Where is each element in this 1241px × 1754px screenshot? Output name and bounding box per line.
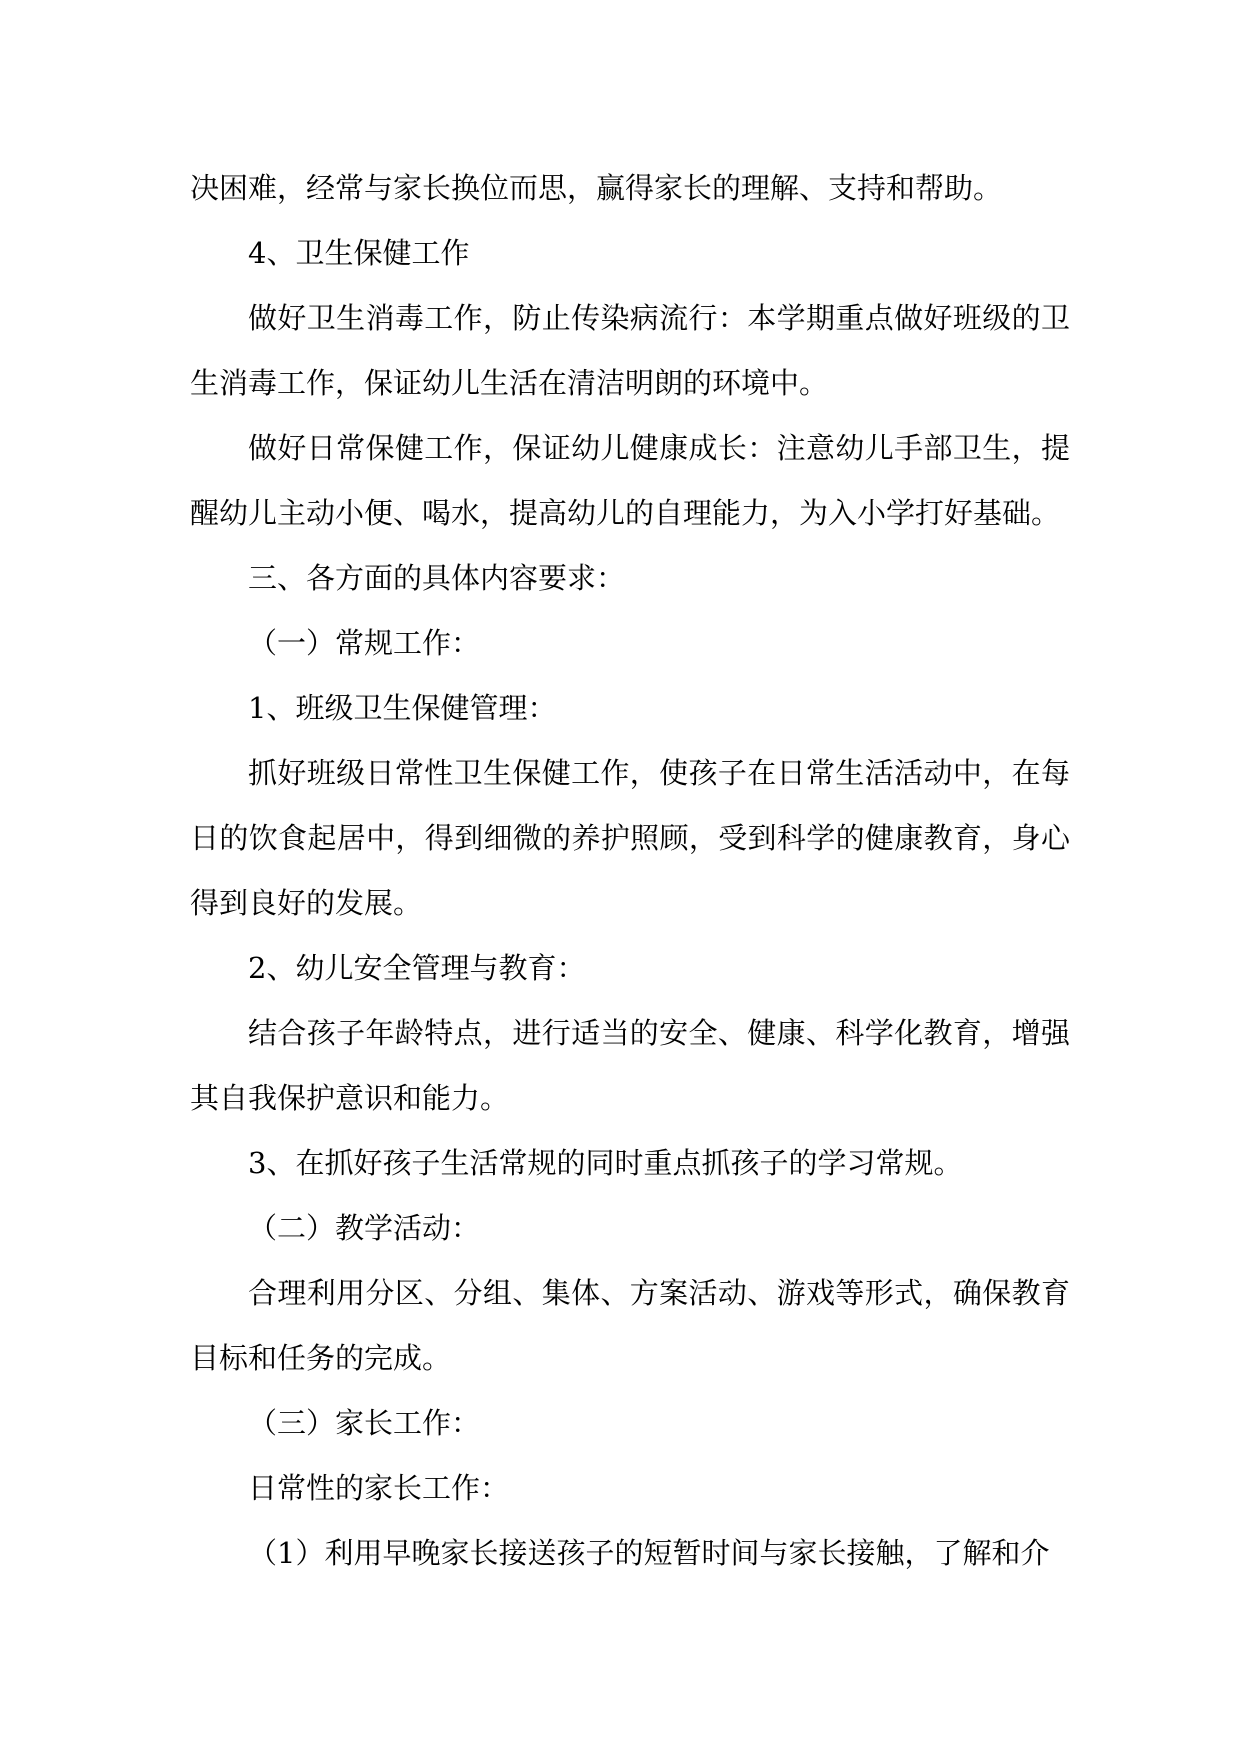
paragraph-safety-education: 结合孩子年龄特点，进行适当的安全、健康、科学化教育，增强其自我保护意识和能力。 bbox=[190, 1016, 1070, 1115]
subheading-routine-work: （一）常规工作： bbox=[248, 626, 481, 660]
subheading-parent-work: （三）家长工作： bbox=[248, 1406, 481, 1440]
section-heading-health-care: 4、卫生保健工作 bbox=[248, 236, 470, 270]
item-safety-management: 2、幼儿安全管理与教育： bbox=[248, 951, 586, 985]
item-class-health-management: 1、班级卫生保健管理： bbox=[248, 691, 557, 725]
paragraph-disinfection: 做好卫生消毒工作，防止传染病流行：本学期重点做好班级的卫生消毒工作，保证幼儿生活在清洁明朗的环境中。 bbox=[190, 301, 1070, 400]
paragraph-class-health: 抓好班级日常性卫生保健工作，使孩子在日常生活活动中，在每日的饮食起居中，得到细微的养护照顾，受到科学的健康教育，身心得到良好的发展。 bbox=[190, 756, 1070, 920]
item-learning-routine: 3、在抓好孩子生活常规的同时重点抓孩子的学习常规。 bbox=[248, 1146, 963, 1180]
section-heading-requirements: 三、各方面的具体内容要求： bbox=[248, 561, 626, 595]
paragraph-daily-parent-work: 日常性的家长工作： bbox=[248, 1471, 510, 1505]
document-body bbox=[190, 156, 1070, 1586]
paragraph-daily-health: 做好日常保健工作，保证幼儿健康成长：注意幼儿手部卫生，提醒幼儿主动小便、喝水，提高幼儿的自理能力，为入小学打好基础。 bbox=[190, 431, 1070, 530]
subheading-teaching-activities: （二）教学活动： bbox=[248, 1211, 481, 1245]
paragraph-1: 决困难，经常与家长换位而思，赢得家长的理解、支持和帮助。 bbox=[190, 171, 1003, 205]
paragraph-teaching-forms: 合理利用分区、分组、集体、方案活动、游戏等形式，确保教育目标和任务的完成。 bbox=[190, 1276, 1070, 1375]
paragraph-parent-contact: （1）利用早晚家长接送孩子的短暂时间与家长接触，了解和介 bbox=[248, 1536, 1050, 1570]
